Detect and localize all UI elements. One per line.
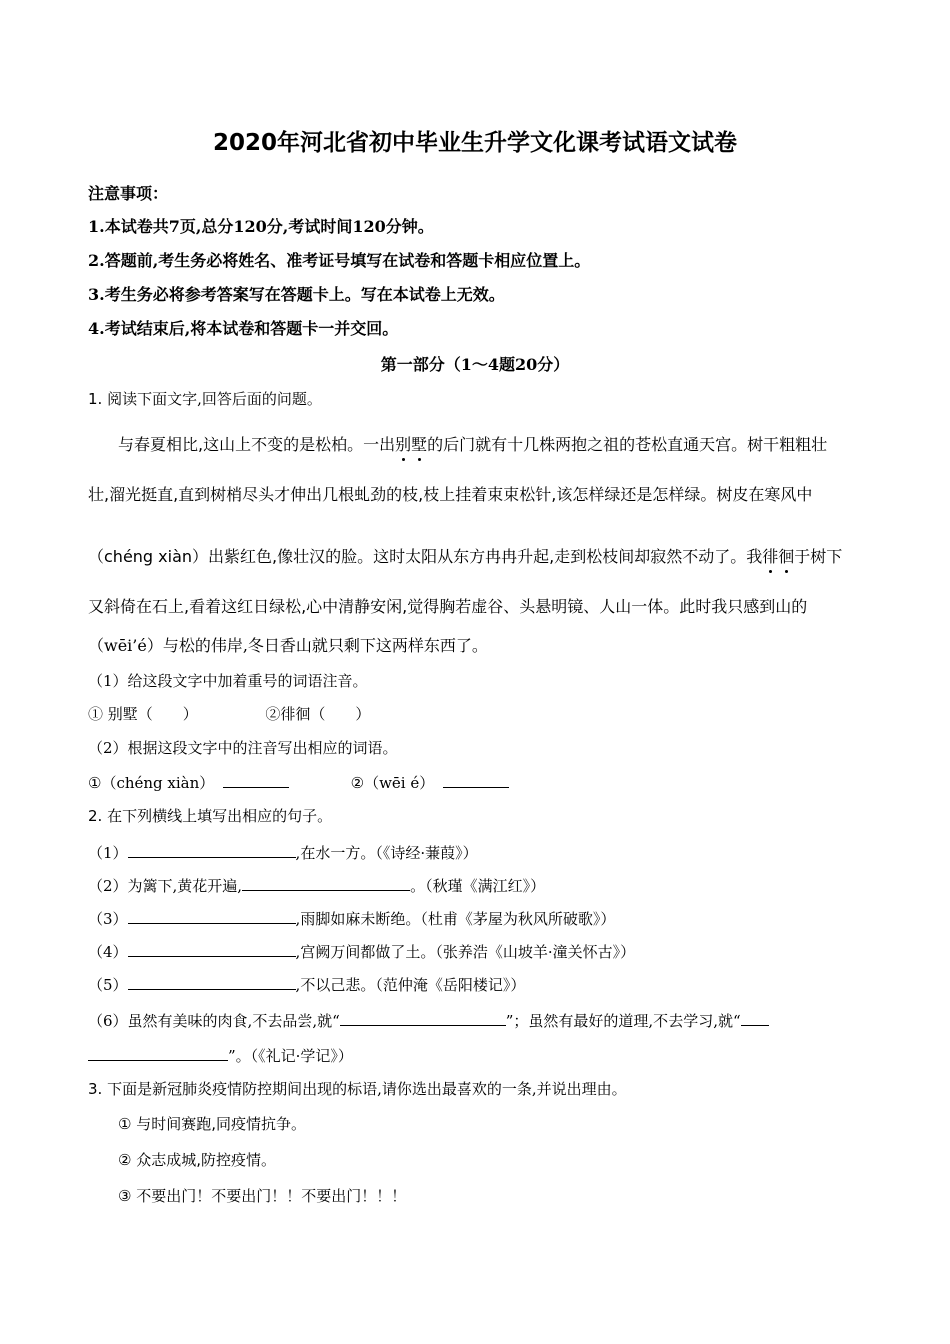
answer-slot-row [88,704,370,724]
passage-line: 壮,溜光挺直,直到树梢尽头才伸出几根虬劲的枝,枝上挂着束束松针,该怎样绿还是怎样绿。树皮在寒风中 [88,485,813,504]
question-2 [88,806,332,826]
emphasis-char: 墅 [411,435,428,454]
notice-item: 2.答题前,考生务必将姓名、准考证号填写在试卷和答题卡相应位置上。 [88,251,591,270]
question-number: 2. [88,807,103,825]
fill-item [88,1010,769,1031]
answer-blank[interactable] [128,842,296,858]
passage-text: （chéng xiàn）出紫红色,像壮汉的脸。这时太阳从东方冉冉升起,走到松枝间却寂然不动了。我 [88,547,763,566]
answer-blank[interactable] [128,908,296,924]
answer-blank[interactable] [128,941,296,957]
question-1 [88,389,322,409]
passage-line: （wēi’é）与松的伟岸,冬日香山就只剩下这两样东西了。 [88,636,488,655]
section-title: 第一部分（1～4题20分） [380,355,570,374]
fill-item [88,842,478,863]
answer-blank[interactable] [443,772,509,788]
sub-question: （2）根据这段文字中的注音写出相应的词语。 [88,739,398,757]
answer-blank[interactable] [340,1010,506,1026]
question-3 [88,1079,627,1099]
slogan-option: ③ 不要出门！不要出门！！不要出门！！！ [118,1187,407,1205]
passage-text: 于树下 [794,547,843,566]
answer-slot-row [88,772,509,793]
fill-source: ,在水一方。（《诗经·蒹葭》） [295,844,478,862]
fill-item [88,908,615,929]
answer-slot: ②（wēi é） [350,774,435,792]
notice-heading: 注意事项： [88,184,169,203]
fill-label: （3） [88,910,128,928]
answer-blank[interactable] [128,974,296,990]
fill-source: ,不以己悲。（范仲淹《岳阳楼记》） [295,976,526,994]
emphasis-char: 徘 [762,547,779,566]
answer-blank[interactable] [88,1045,228,1061]
fill-label: （1） [88,844,128,862]
exam-title: 2020年河北省初中毕业生升学文化课考试语文试卷 [212,130,737,156]
notice-item: 3.考生务必将参考答案写在答题卡上。写在本试卷上无效。 [88,285,505,304]
emphasis-char: 别 [395,435,412,454]
question-prompt: 阅读下面文字,回答后面的问题。 [107,390,322,408]
notice-item: 1.本试卷共7页,总分120分,考试时间120分钟。 [88,217,434,236]
answer-slot: ②徘徊（ ） [265,705,371,723]
question-prompt: 在下列横线上填写出相应的句子。 [107,807,333,825]
answer-slot: ①（chéng xiàn） [88,774,215,792]
passage-line: 又斜倚在石上,看着这红日绿松,心中清静安闲,觉得胸若虚谷、头悬明镜、人山一体。此时我只感到山的 [88,597,808,616]
fill-item [88,875,545,896]
fill-label: （2）为篱下,黄花开遍, [88,877,243,895]
question-number: 3. [88,1080,103,1098]
fill-source: ,雨脚如麻未断绝。（杜甫《茅屋为秋风所破歌》） [295,910,616,928]
fill-label: （6）虽然有美味的肉食,不去品尝,就“ [88,1012,340,1030]
fill-source: ,宫阙万间都做了土。（张养浩《山坡羊·潼关怀古》） [295,943,636,961]
passage-text: 的后门就有十几株两抱之祖的苍松直通天宫。树干粗粗壮 [427,435,828,454]
answer-blank[interactable] [242,875,410,891]
question-prompt: 下面是新冠肺炎疫情防控期间出现的标语,请你选出最喜欢的一条,并说出理由。 [107,1080,627,1098]
answer-blank[interactable] [223,772,289,788]
fill-item-continued [88,1045,353,1066]
fill-item [88,974,525,995]
passage-line [88,547,842,567]
fill-source: 。（秋瑾《满江红》） [410,877,546,895]
fill-item [88,941,635,962]
answer-blank[interactable] [741,1010,769,1026]
fill-label: （4） [88,943,128,961]
fill-label: （5） [88,976,128,994]
emphasis-char: 徊 [778,547,795,566]
fill-label: ”；虽然有最好的道理,不去学习,就“ [505,1012,741,1030]
passage-line [118,435,827,455]
question-number: 1. [88,390,103,408]
slogan-option: ② 众志成城,防控疫情。 [118,1151,276,1169]
fill-source: ”。（《礼记·学记》） [228,1047,353,1065]
passage-text: 与春夏相比,这山上不变的是松柏。一出 [118,435,396,454]
sub-question: （1）给这段文字中加着重号的词语注音。 [88,672,368,690]
answer-slot: ① 别墅（ ） [88,705,198,723]
notice-item: 4.考试结束后,将本试卷和答题卡一并交回。 [88,319,399,338]
slogan-option: ① 与时间赛跑,同疫情抗争。 [118,1115,306,1133]
